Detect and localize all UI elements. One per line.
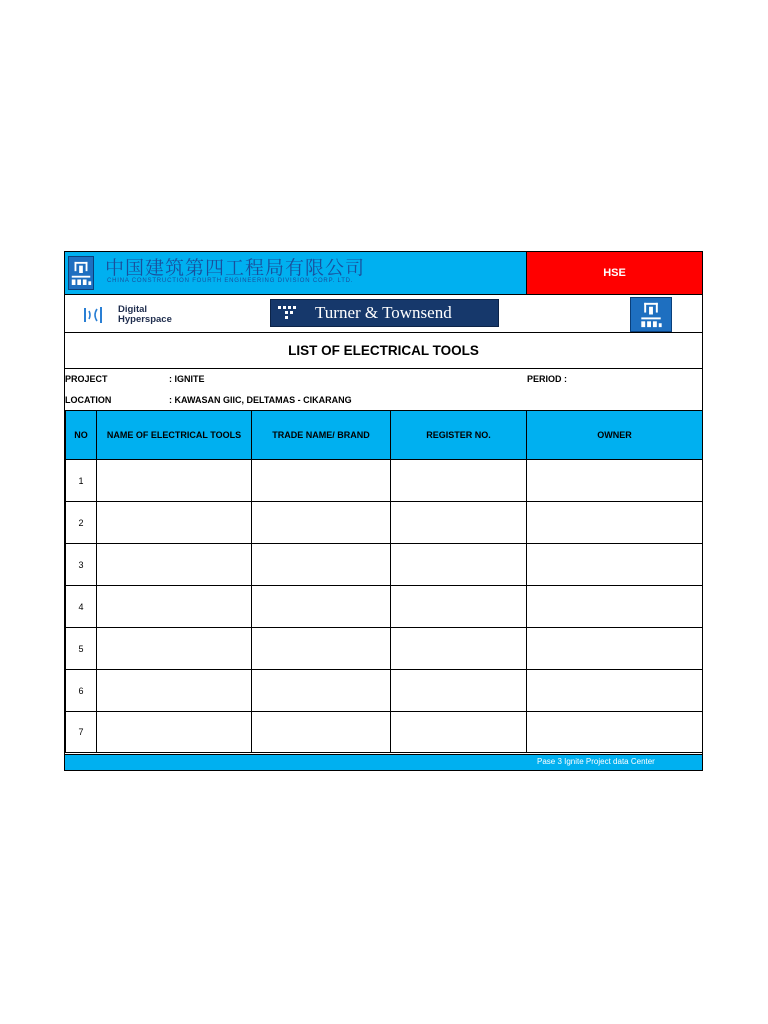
register-no-cell[interactable] xyxy=(391,460,527,502)
footer-text: Pase 3 Ignite Project data Center xyxy=(537,757,655,766)
trade-name-cell[interactable] xyxy=(252,502,391,544)
form-footer xyxy=(65,754,702,770)
table-row xyxy=(66,586,703,628)
form-title: LIST OF ELECTRICAL TOOLS xyxy=(65,333,702,369)
column-header-register-no: REGISTER NO. xyxy=(391,411,527,460)
cscec-right-logo-icon xyxy=(630,297,672,332)
location-label: LOCATION xyxy=(65,395,112,405)
hse-label: HSE xyxy=(526,252,702,294)
register-no-cell[interactable] xyxy=(391,544,527,586)
location-value: : KAWASAN GIIC, DELTAMAS - CIKARANG xyxy=(169,395,352,405)
trade-name-cell[interactable] xyxy=(252,670,391,712)
trade-name-cell[interactable] xyxy=(252,544,391,586)
column-header-no: NO xyxy=(66,411,97,460)
partner-logos-row xyxy=(65,294,702,333)
tool-name-cell[interactable] xyxy=(97,544,252,586)
register-no-cell[interactable] xyxy=(391,586,527,628)
table-row xyxy=(66,670,703,712)
period-label: PERIOD : xyxy=(527,374,568,384)
owner-cell[interactable] xyxy=(527,544,703,586)
row-number: 4 xyxy=(66,586,97,628)
turner-townsend-logo xyxy=(270,299,499,327)
trade-name-cell[interactable] xyxy=(252,712,391,753)
row-number: 6 xyxy=(66,670,97,712)
table-row xyxy=(66,502,703,544)
column-header-tool-name: NAME OF ELECTRICAL TOOLS xyxy=(97,411,252,460)
owner-cell[interactable] xyxy=(527,586,703,628)
owner-cell[interactable] xyxy=(527,460,703,502)
tool-name-cell[interactable] xyxy=(97,712,252,753)
digital-hyperspace-line2: Hyperspace xyxy=(118,314,172,325)
project-label: PROJECT xyxy=(65,374,108,384)
table-row xyxy=(66,544,703,586)
table-header-row xyxy=(66,411,703,460)
register-no-cell[interactable] xyxy=(391,628,527,670)
cscec-logo-icon xyxy=(68,256,94,290)
digital-hyperspace-icon xyxy=(81,304,109,326)
digital-hyperspace-logo xyxy=(118,305,172,325)
project-value: : IGNITE xyxy=(169,374,205,384)
row-number: 1 xyxy=(66,460,97,502)
trade-name-cell[interactable] xyxy=(252,628,391,670)
turner-townsend-text: Turner & Townsend xyxy=(315,303,452,322)
row-number: 3 xyxy=(66,544,97,586)
digital-hyperspace-line1: Digital xyxy=(118,304,148,315)
tool-name-cell[interactable] xyxy=(97,670,252,712)
row-number: 7 xyxy=(66,712,97,753)
table-row xyxy=(66,628,703,670)
column-header-trade-name: TRADE NAME/ BRAND xyxy=(252,411,391,460)
table-row xyxy=(66,712,703,753)
owner-cell[interactable] xyxy=(527,670,703,712)
trade-name-cell[interactable] xyxy=(252,586,391,628)
owner-cell[interactable] xyxy=(527,628,703,670)
electrical-tools-form xyxy=(64,251,703,771)
column-header-owner: OWNER xyxy=(527,411,703,460)
row-number: 2 xyxy=(66,502,97,544)
register-no-cell[interactable] xyxy=(391,712,527,753)
form-header xyxy=(65,252,702,294)
company-name-chinese: 中国建筑第四工程局有限公司 xyxy=(105,257,366,279)
register-no-cell[interactable] xyxy=(391,502,527,544)
company-name-english: CHINA CONSTRUCTION FOURTH ENGINEERING DIVISION CORP. LTD. xyxy=(107,278,354,284)
electrical-tools-table xyxy=(65,410,703,753)
owner-cell[interactable] xyxy=(527,502,703,544)
table-row xyxy=(66,460,703,502)
trade-name-cell[interactable] xyxy=(252,460,391,502)
tool-name-cell[interactable] xyxy=(97,586,252,628)
owner-cell[interactable] xyxy=(527,712,703,753)
tool-name-cell[interactable] xyxy=(97,502,252,544)
tool-name-cell[interactable] xyxy=(97,628,252,670)
tool-name-cell[interactable] xyxy=(97,460,252,502)
row-number: 5 xyxy=(66,628,97,670)
company-banner xyxy=(65,252,526,294)
turner-townsend-mark-icon xyxy=(275,303,299,323)
register-no-cell[interactable] xyxy=(391,670,527,712)
